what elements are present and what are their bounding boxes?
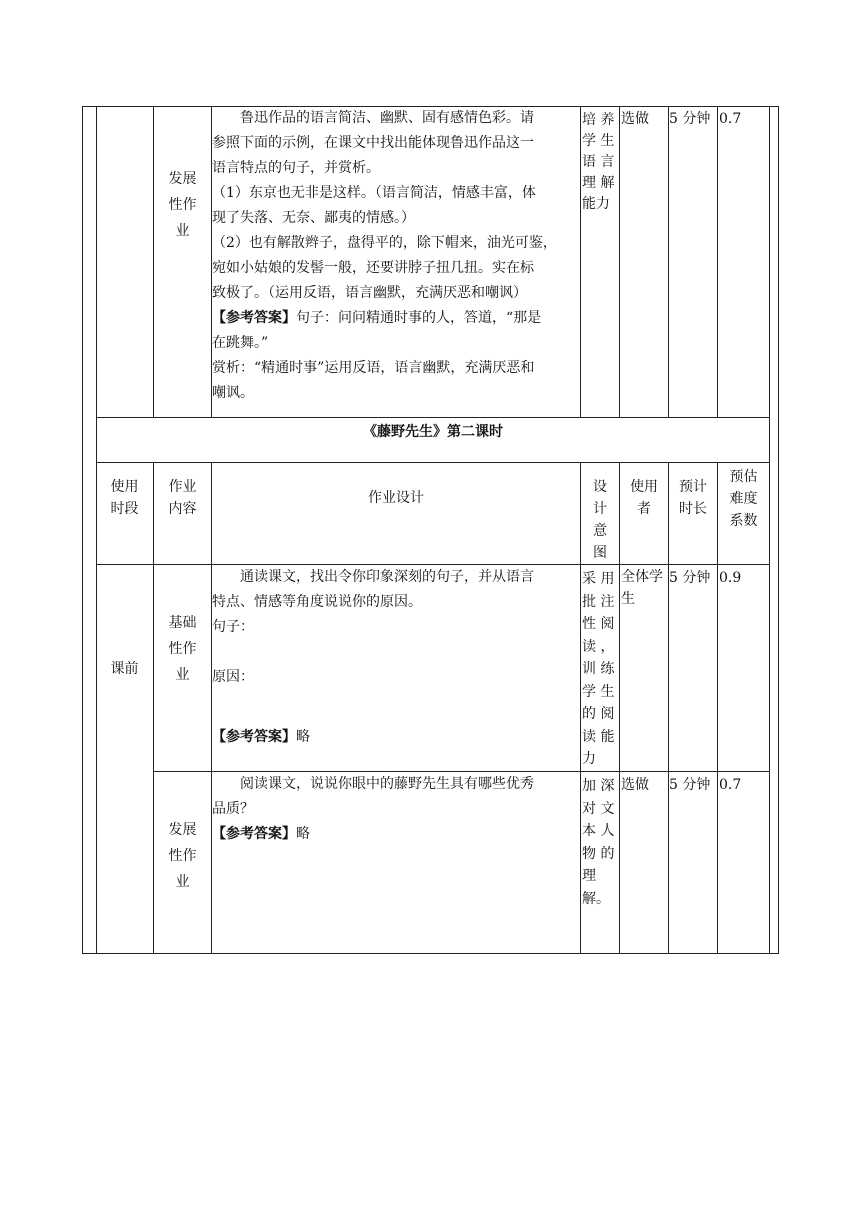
answer-text: 句子：问问精通时事的人，答道，“那是 xyxy=(296,310,542,326)
basic-intent: 采 用 批 注 性 阅 读 ， 训 练 学 生 的 阅 读 能 力 xyxy=(582,571,615,767)
header-content: 作业 内容 xyxy=(168,479,197,517)
header-user: 使用 者 xyxy=(630,479,658,517)
basic-difficulty: 0.9 xyxy=(719,570,742,586)
answer-line xyxy=(212,725,582,750)
section-title: 《藤野先生》第二课时 xyxy=(363,424,503,440)
top-user: 选做 xyxy=(621,111,649,127)
col-divider xyxy=(717,462,718,953)
text-line: 鲁迅作品的语言简洁、幽默、固有感情色彩。请 xyxy=(212,110,534,126)
dev-user: 选做 xyxy=(621,777,649,793)
dev-design-text xyxy=(212,772,582,847)
outer-left-border xyxy=(82,106,83,954)
header-period: 使用 时段 xyxy=(110,479,139,517)
text-line: 特点、情感等角度说说你的原因。 xyxy=(212,594,422,610)
text-line: 致极了。（运用反语，语言幽默，充满厌恶和嘲讽） xyxy=(212,285,527,301)
text-line: 宛如小姑娘的发髻一般，还要讲脖子扭几扭。实在标 xyxy=(212,260,534,276)
basic-content-label: 基础 性作 业 xyxy=(168,615,197,683)
text-line: 通读课文，找出令你印象深刻的句子，并从语言 xyxy=(212,569,534,585)
answer-label: 【参考答案】 xyxy=(212,310,296,326)
text-line: 现了失落、无奈、鄙夷的情感。） xyxy=(212,210,415,226)
header-intent: 设 计 意 图 xyxy=(593,479,607,561)
period-before-class: 课前 xyxy=(110,661,139,677)
dev-duration: 5 分钟 xyxy=(669,777,711,793)
col-divider xyxy=(668,106,669,417)
text-line: 阅读课文，说说你眼中的藤野先生具有哪些优秀 xyxy=(212,776,534,792)
answer-text: 略 xyxy=(296,729,310,745)
col-divider xyxy=(668,462,669,953)
blank-line xyxy=(212,690,582,715)
text-line: 语言特点的句子，并赏析。 xyxy=(212,160,380,176)
text-line: 品质？ xyxy=(212,801,254,817)
top-content-label: 发展 性作 业 xyxy=(168,171,197,239)
text-line: 赏析：“精通时事”运用反语，语言幽默，充满厌恶和 xyxy=(212,360,535,376)
answer-text: 略 xyxy=(296,826,310,842)
basic-design-text xyxy=(212,565,582,750)
top-design-text xyxy=(212,106,582,406)
answer-line xyxy=(212,306,582,331)
blank-line xyxy=(212,640,582,665)
text-line: 在跳舞。” xyxy=(212,335,269,351)
blank-line xyxy=(212,715,582,725)
text-line: 嘲讽。 xyxy=(212,385,254,401)
inner-left-border xyxy=(96,106,97,954)
row-divider xyxy=(96,417,770,418)
header-duration: 预计 时长 xyxy=(679,479,707,517)
text-line: （1）东京也无非是这样。（语言简洁，情感丰富，体 xyxy=(212,185,536,201)
inner-right-border xyxy=(769,106,770,954)
basic-duration: 5 分钟 xyxy=(669,570,711,586)
basic-user: 全体学 生 xyxy=(621,569,663,607)
top-intent: 培 养 学 生 语 言 理 解 能力 xyxy=(582,112,615,212)
col-divider xyxy=(153,106,154,417)
header-difficulty: 预估 难度 系数 xyxy=(729,469,758,529)
top-duration: 5 分钟 xyxy=(669,111,711,127)
answer-label: 【参考答案】 xyxy=(212,826,296,842)
text-line: （2）也有解散辫子，盘得平的，除下帽来，油光可鉴， xyxy=(212,235,557,251)
col-divider xyxy=(717,106,718,417)
top-difficulty: 0.7 xyxy=(719,111,742,127)
text-line: 句子： xyxy=(212,619,254,635)
dev-intent: 加 深 对 文 本 人 物 的 理 解。 xyxy=(582,778,615,907)
text-line: 原因： xyxy=(212,669,254,685)
dev-difficulty: 0.7 xyxy=(719,777,742,793)
text-line: 参照下面的示例，在课文中找出能体现鲁迅作品这一 xyxy=(212,135,534,151)
answer-line xyxy=(212,822,582,847)
answer-label: 【参考答案】 xyxy=(212,729,296,745)
header-design: 作业设计 xyxy=(368,490,424,506)
table-bottom-border xyxy=(82,953,779,954)
dev-content-label: 发展 性作 业 xyxy=(168,822,197,890)
outer-right-border xyxy=(778,106,779,954)
